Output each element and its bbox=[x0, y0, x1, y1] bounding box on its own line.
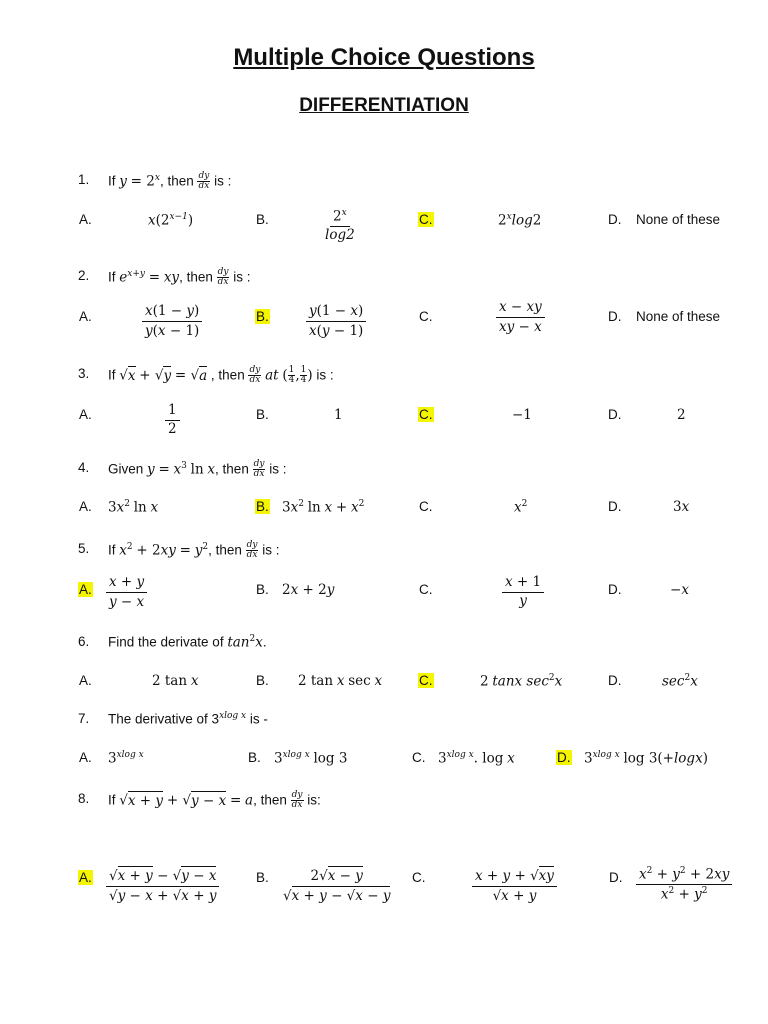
question-number: 7. bbox=[78, 711, 90, 726]
question-stem: If $x^2 + 2xy = y^2$, then $\frac{dy}{dx}$ is : bbox=[108, 540, 280, 561]
question-stem: Find the derivate of $\tan^2x$. bbox=[108, 634, 267, 651]
option-letter-b[interactable]: B. bbox=[256, 582, 269, 597]
option-value: $3x^2$ $\ln x + x^2$ bbox=[282, 499, 365, 516]
option-value: 2 tanx $\sec^2x$ bbox=[480, 673, 563, 690]
question-6 bbox=[0, 634, 768, 656]
question-stem: If √x + y + √y − x = a, then $\frac{dy}{dx}$ is: bbox=[108, 790, 321, 811]
question-stem: If √x + √y = √a , then $\frac{dy}{dx}$ at ( $\frac{1}{4}$ , $\frac{1}{4}$ ) is : bbox=[108, 365, 334, 386]
option-letter-c[interactable]: C. bbox=[419, 407, 433, 422]
option-letter-a[interactable]: A. bbox=[79, 870, 92, 885]
question-number: 2. bbox=[78, 268, 90, 283]
option-value: $x(2^{x-1})$ bbox=[148, 212, 194, 229]
question-5 bbox=[0, 541, 768, 563]
option-value: $\frac{x + y}{y - x}$ bbox=[106, 574, 147, 610]
option-letter-d[interactable]: D. bbox=[609, 870, 623, 885]
option-value: $\frac{x(1 - y)}{y(x - 1)}$ bbox=[142, 303, 202, 339]
options-row-1 bbox=[0, 208, 768, 244]
option-letter-a[interactable]: A. bbox=[79, 309, 92, 324]
question-number: 5. bbox=[78, 541, 90, 556]
option-letter-b[interactable]: B. bbox=[256, 309, 269, 324]
option-letter-d[interactable]: D. bbox=[608, 673, 622, 688]
options-row-6 bbox=[0, 673, 768, 695]
option-letter-a[interactable]: A. bbox=[79, 407, 92, 422]
question-stem: Given $y = x^3$ ln x, then $\frac{dy}{dx}$ is : bbox=[108, 459, 287, 480]
option-value: −1 bbox=[512, 407, 532, 423]
option-letter-b[interactable]: B. bbox=[256, 499, 269, 514]
option-value: $\frac{x + y + √xy}{√x + y}$ bbox=[472, 868, 557, 904]
option-value: $3^{xlog x}$. log x bbox=[438, 750, 515, 767]
option-value: None of these bbox=[636, 309, 721, 324]
option-value: 3x bbox=[673, 499, 690, 515]
option-letter-c[interactable]: C. bbox=[419, 673, 433, 688]
page-title: Multiple Choice Questions bbox=[233, 44, 535, 71]
option-letter-c[interactable]: C. bbox=[419, 309, 433, 324]
option-letter-c[interactable]: C. bbox=[419, 212, 433, 227]
question-4 bbox=[0, 460, 768, 482]
option-value: None of these bbox=[636, 212, 721, 227]
option-value: $\frac{x^2 + y^2 + 2xy}{x^2 + y^2}$ bbox=[636, 866, 732, 903]
option-value: 2 tan x bbox=[152, 673, 199, 689]
option-value: $3^{xlog x}$ log 3(+logx) bbox=[584, 750, 708, 767]
option-letter-b[interactable]: B. bbox=[256, 407, 269, 422]
question-number: 8. bbox=[78, 791, 90, 806]
option-value: $x^2$ bbox=[514, 499, 528, 516]
option-value: 2$^x$log2 bbox=[498, 212, 542, 229]
options-row-4 bbox=[0, 499, 768, 521]
option-letter-a[interactable]: A. bbox=[79, 212, 92, 227]
option-value: $\frac{2√x - y}{√x + y - √x - y}$ bbox=[283, 868, 391, 904]
option-value: $\frac{√x + y - √y - x}{√y - x + √x + y}$ bbox=[106, 868, 219, 904]
option-letter-d[interactable]: D. bbox=[608, 309, 622, 324]
option-value: 1 bbox=[334, 407, 343, 423]
question-stem: The derivative of $3^{xlog x}$ is - bbox=[108, 711, 268, 727]
option-value: $3^{xlog x}$ log 3 bbox=[274, 750, 348, 767]
option-letter-a[interactable]: A. bbox=[79, 673, 92, 688]
option-letter-d[interactable]: D. bbox=[608, 582, 622, 597]
question-number: 1. bbox=[78, 172, 90, 187]
option-letter-a[interactable]: A. bbox=[79, 750, 92, 765]
option-letter-c[interactable]: C. bbox=[419, 582, 433, 597]
options-row-2 bbox=[0, 299, 768, 339]
option-letter-b[interactable]: B. bbox=[248, 750, 261, 765]
option-letter-c[interactable]: C. bbox=[412, 750, 426, 765]
option-letter-c[interactable]: C. bbox=[412, 870, 426, 885]
option-letter-b[interactable]: B. bbox=[256, 870, 269, 885]
option-letter-b[interactable]: B. bbox=[256, 212, 269, 227]
option-letter-d[interactable]: D. bbox=[608, 407, 622, 422]
option-value: 2 bbox=[677, 407, 686, 423]
options-row-8 bbox=[0, 866, 768, 904]
question-number: 3. bbox=[78, 366, 90, 381]
option-letter-a[interactable]: A. bbox=[79, 582, 92, 597]
option-letter-c[interactable]: C. bbox=[419, 499, 433, 514]
option-value: $\frac{y(1 - x)}{x(y - 1)}$ bbox=[306, 303, 366, 339]
option-value: 2x + 2y bbox=[282, 582, 335, 598]
options-row-5 bbox=[0, 574, 768, 610]
option-value: −x bbox=[670, 582, 689, 598]
option-value: 2 tan x sec x bbox=[298, 673, 383, 689]
option-letter-a[interactable]: A. bbox=[79, 499, 92, 514]
option-letter-d[interactable]: D. bbox=[608, 499, 622, 514]
question-stem: If $e^{x+y}$ = xy, then $\frac{dy}{dx}$ is : bbox=[108, 267, 251, 288]
question-1 bbox=[0, 172, 768, 194]
option-value: $\frac{x + 1}{y}$ bbox=[502, 574, 544, 609]
option-value: $\sec^2x$ bbox=[662, 673, 698, 690]
question-number: 4. bbox=[78, 460, 90, 475]
option-value: $\frac{x - xy}{xy - x}$ bbox=[496, 299, 545, 335]
option-letter-b[interactable]: B. bbox=[256, 673, 269, 688]
question-3 bbox=[0, 366, 768, 388]
question-7 bbox=[0, 711, 768, 733]
options-row-7 bbox=[0, 750, 768, 772]
option-value: $\frac{2^x}{\log 2}$ bbox=[325, 208, 355, 244]
question-8 bbox=[0, 791, 768, 813]
option-letter-d[interactable]: D. bbox=[557, 750, 571, 765]
question-2 bbox=[0, 268, 768, 290]
option-value: $3x^2$ ln x bbox=[108, 499, 159, 516]
question-stem: If $y = 2^x$, then $\frac{dy}{dx}$ is : bbox=[108, 171, 232, 192]
option-letter-d[interactable]: D. bbox=[608, 212, 622, 227]
option-value: $3^{xlog x}$ bbox=[108, 750, 144, 767]
page-subtitle: DIFFERENTIATION bbox=[299, 95, 469, 116]
question-number: 6. bbox=[78, 634, 90, 649]
options-row-3 bbox=[0, 402, 768, 437]
option-value: $\frac{1}{2}$ bbox=[165, 403, 180, 437]
